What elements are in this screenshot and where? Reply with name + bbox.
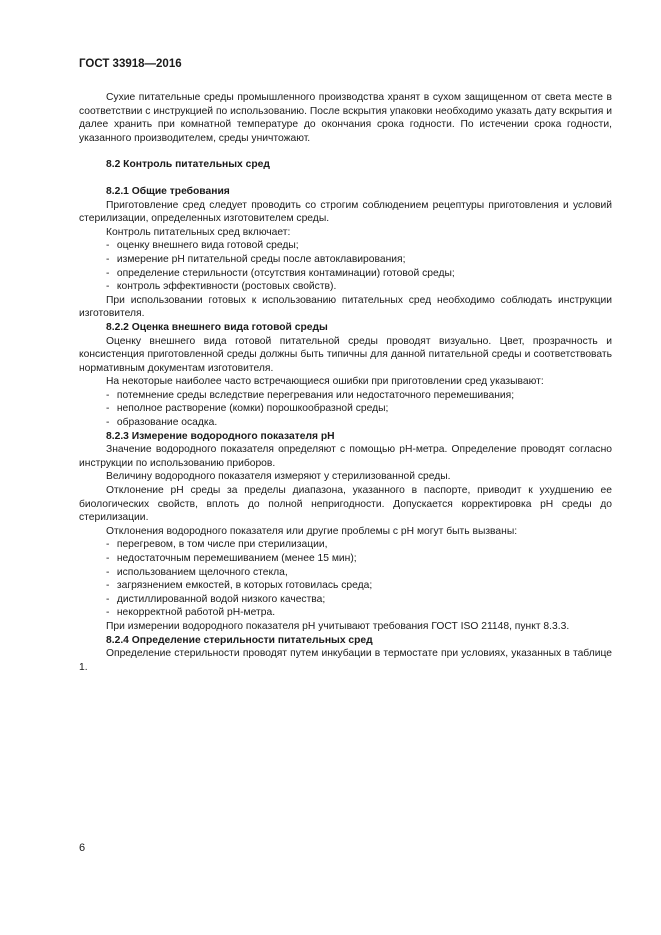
section-8-2-title: 8.2 Контроль питательных сред xyxy=(106,159,270,171)
list-item: - некорректной работой pH-метра. xyxy=(106,607,276,619)
list-item: - измерение pH питательной среды после автоклавирования; xyxy=(106,253,406,265)
document-body xyxy=(79,91,612,674)
list-item: - потемнение среды вследствие перегревания или недостаточного перемешивания; xyxy=(106,389,515,401)
paragraph: Контроль питательных сред включает: xyxy=(106,226,291,238)
list-item: - образование осадка. xyxy=(106,417,218,429)
page-number: 6 xyxy=(79,842,86,854)
list-item: - недостаточным перемешиванием (менее 15 мин); xyxy=(106,553,357,564)
section-8-2-1-title: 8.2.1 Общие требования xyxy=(106,185,230,197)
paragraph: Приготовление сред следует проводить со строгим соблюдением рецептуры приготовления и условий стерилизации, определенных изготовителем среды. xyxy=(79,199,612,225)
list-item: - определение стерильности (отсутствия контаминации) готовой среды; xyxy=(106,267,455,279)
list-item: - перегревом, в том числе при стерилизации, xyxy=(106,539,328,551)
paragraph: Отклонение pH среды за пределы диапазона, указанного в паспорте, приводит к ухудшению ее биологических свойств, вплоть до полной непригодности. Допускается корректировка pH среды до стерилизации. xyxy=(79,485,612,524)
section-8-2-3-title: 8.2.3 Измерение водородного показателя pH xyxy=(106,430,335,442)
paragraph: Отклонения водородного показателя или другие проблемы с pH могут быть вызваны: xyxy=(106,525,518,537)
section-8-2-4-title: 8.2.4 Определение стерильности питательных сред xyxy=(106,634,373,646)
paragraph: При использовании готовых к использованию питательных сред необходимо соблюдать инструкции изготовителя. xyxy=(79,294,612,320)
control-list xyxy=(79,239,612,293)
paragraph: На некоторые наиболее часто встречающиеся ошибки при приготовлении сред указывают: xyxy=(106,376,544,388)
paragraph: Величину водородного показателя измеряют у стерилизованной среды. xyxy=(106,471,451,483)
document-header: ГОСТ 33918—2016 xyxy=(79,58,182,70)
errors-list xyxy=(79,389,612,430)
list-item: - загрязнением емкостей, в которых готовилась среда; xyxy=(106,580,373,592)
ph-causes-list xyxy=(79,538,612,620)
list-item: - контроль эффективности (ростовых свойств). xyxy=(106,281,337,293)
paragraph: Определение стерильности проводят путем инкубации в термостате при условиях, указанных в таблице 1. xyxy=(79,648,612,673)
list-item: - дистиллированной водой низкого качества; xyxy=(106,593,326,605)
paragraph: При измерении водородного показателя pH учитывают требования ГОСТ ISO 21148, пункт 8.3.3. xyxy=(106,620,570,632)
paragraph: Оценку внешнего вида готовой питательной среды проводят визуально. Цвет, прозрачность и консистенция приготовленной среды должны быть типичны для данной питательной среды и соответствовать нормативным документам изготовителя. xyxy=(79,335,612,374)
list-item: - неполное растворение (комки) порошкообразной среды; xyxy=(106,403,389,415)
section-8-2-2-title: 8.2.2 Оценка внешнего вида готовой среды xyxy=(106,321,328,333)
list-item: - использованием щелочного стекла, xyxy=(106,566,288,578)
intro-paragraph: Сухие питательные среды промышленного производства хранят в сухом защищенном от света месте в соответствии с инструкцией по использованию. После вскрытия упаковки необходимо указать дату вскрытия и далее хранить при комнатной температуре до окончания срока годности. По истечении срока годности, указанного производителем, среды уничтожают. xyxy=(79,92,612,144)
list-item: - оценку внешнего вида готовой среды; xyxy=(106,240,299,252)
paragraph: Значение водородного показателя определяют с помощью pH-метра. Определение проводят согласно инструкции по использованию приборов. xyxy=(79,444,612,469)
